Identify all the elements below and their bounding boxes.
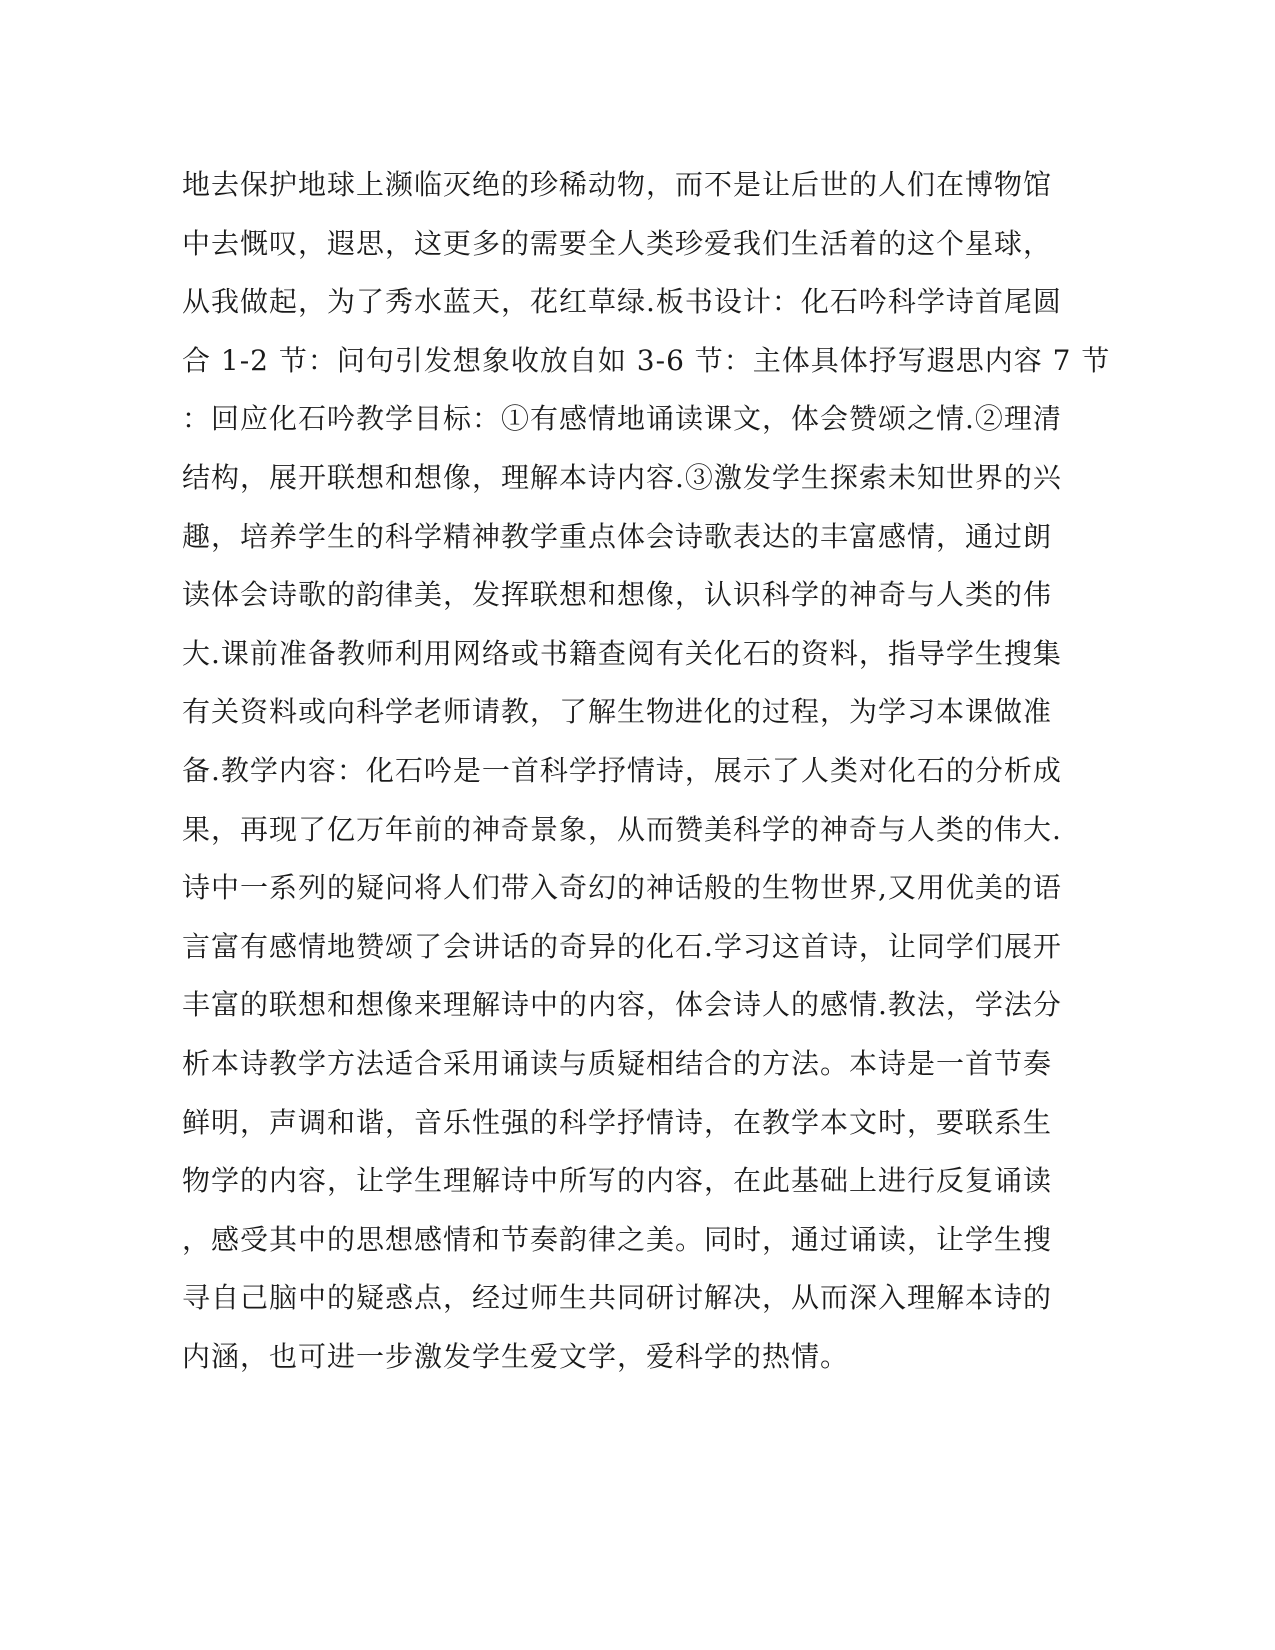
text-line: 有关资料或向科学老师请教，了解生物进化的过程，为学习本课做准 — [182, 695, 1053, 729]
text-line: 读体会诗歌的韵律美，发挥联想和想像，认识科学的神奇与人类的伟 — [182, 578, 1053, 612]
text-line: 寻自己脑中的疑惑点，经过师生共同研讨解决，从而深入理解本诗的 — [182, 1281, 1053, 1315]
text-line: 趣，培养学生的科学精神教学重点体会诗歌表达的丰富感情，通过朗 — [182, 519, 1053, 553]
text-line: 果，再现了亿万年前的神奇景象，从而赞美科学的神奇与人类的伟大. — [182, 812, 1062, 846]
text-line: 地去保护地球上濒临灭绝的珍稀动物，而不是让后世的人们在博物馆 — [182, 168, 1053, 201]
body-text — [182, 156, 1111, 1386]
text-line: 鲜明，声调和谐，音乐性强的科学抒情诗，在教学本文时，要联系生 — [182, 1105, 1053, 1139]
text-line: 丰富的联想和想像来理解诗中的内容，体会诗人的感情.教法，学法分 — [182, 988, 1062, 1022]
text-line: 中去慨叹，遐思，这更多的需要全人类珍爱我们生活着的这个星球， — [182, 226, 1053, 260]
text-line: 从我做起，为了秀水蓝天，花红草绿.板书设计：化石吟科学诗首尾圆 — [182, 285, 1062, 319]
text-line: 备.教学内容：化石吟是一首科学抒情诗，展示了人类对化石的分析成 — [182, 753, 1062, 787]
text-line: 析本诗教学方法适合采用诵读与质疑相结合的方法。本诗是一首节奏 — [182, 1046, 1053, 1080]
text-line: ：回应化石吟教学目标：①有感情地诵读课文，体会赞颂之情.②理清 — [182, 402, 1062, 436]
text-line: 合 1-2 节：问句引发想象收放自如 3-6 节：主体具体抒写遐思内容 7 节 — [182, 343, 1111, 377]
text-line: 大.课前准备教师利用网络或书籍查阅有关化石的资料，指导学生搜集 — [182, 636, 1062, 670]
text-line: 结构，展开联想和想像，理解本诗内容.③激发学生探索未知世界的兴 — [182, 460, 1062, 494]
text-line: 内涵，也可进一步激发学生爱文学，爱科学的热情。 — [182, 1339, 850, 1373]
text-line: 物学的内容，让学生理解诗中所写的内容，在此基础上进行反复诵读 — [182, 1164, 1053, 1198]
text-line: ，感受其中的思想感情和节奏韵律之美。同时，通过诵读，让学生搜 — [182, 1222, 1053, 1256]
text-line: 言富有感情地赞颂了会讲话的奇异的化石.学习这首诗，让同学们展开 — [182, 929, 1062, 963]
text-line: 诗中一系列的疑问将人们带入奇幻的神话般的生物世界,又用优美的语 — [182, 871, 1062, 905]
